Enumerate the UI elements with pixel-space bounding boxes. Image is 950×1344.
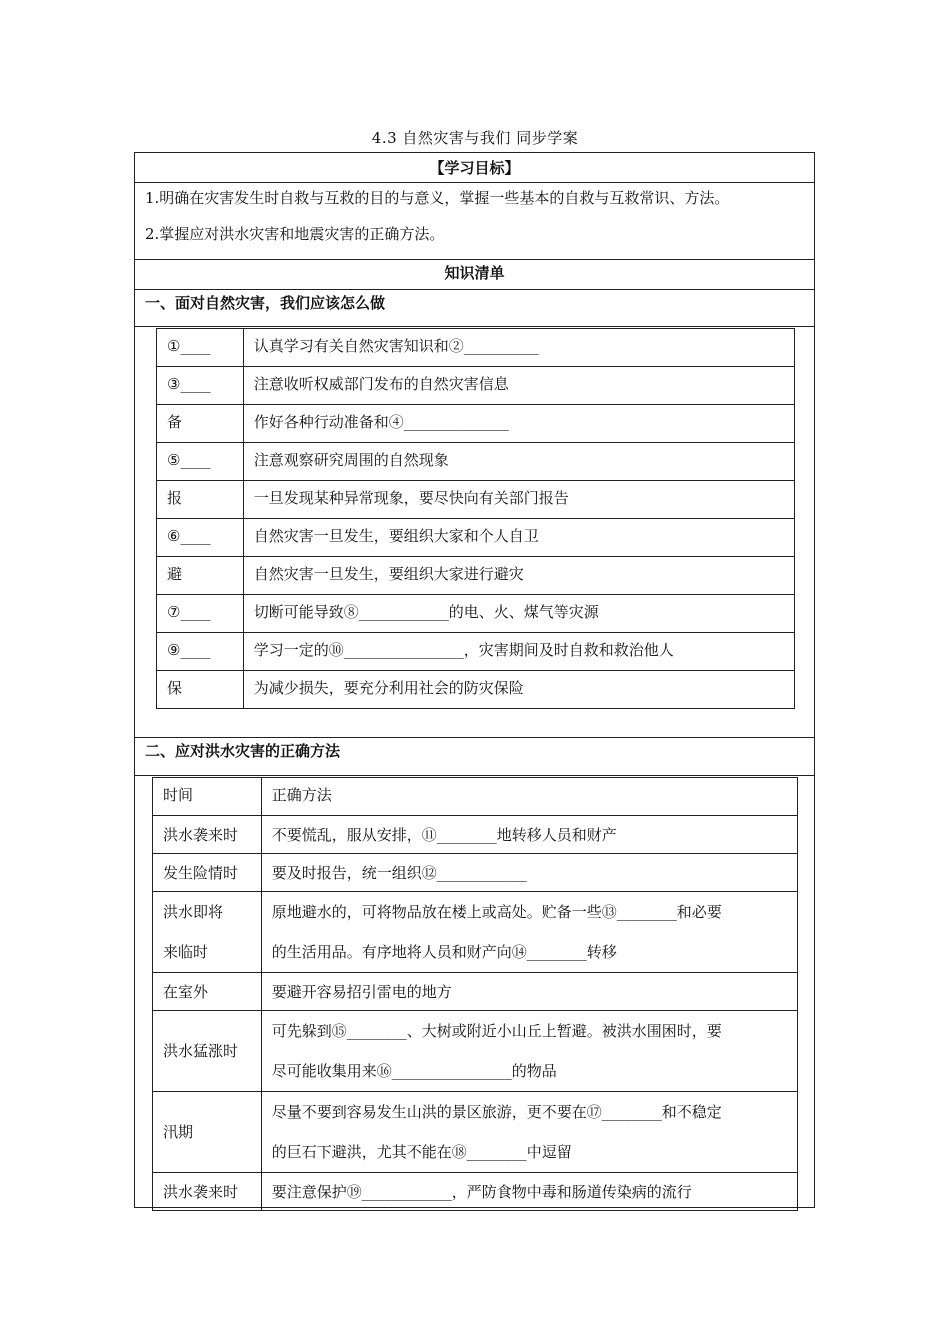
row-method [261,816,797,854]
row-text: 原地避水的，可将物品放在楼上或高处。贮备一些⑬ [271,903,617,921]
row-time: 汛期 [153,1092,262,1173]
row-method [261,892,797,973]
table-row [157,329,795,367]
table-row [157,633,795,671]
row-text: ，灾害期间及时自救和救治他人 [463,641,674,659]
row-content [243,329,794,367]
row-text: 尽可能收集用来⑯ [271,1062,392,1080]
table-row [157,671,795,709]
table-row [153,1173,798,1211]
row-text: 的生活用品。有序地将人员和财产向⑭ [271,943,527,961]
row-time: 发生险情时 [153,854,262,892]
table-row [153,1011,798,1092]
row-text: 自然灾害一旦发生，要组织大家和个人自卫 [253,527,539,545]
fill-in-blank: ________ [466,1143,527,1161]
table-row [153,973,798,1011]
row-content [243,519,794,557]
row-text: 要注意保护⑲ [271,1182,362,1201]
method-line [272,825,797,845]
row-key: 保 [157,671,244,709]
row-text: 、大树或附近小山丘上暂避。被洪水围困时，要 [406,1022,722,1040]
row-key: ③____ [157,367,244,405]
row-text: 一旦发现某种异常现象，要尽快向有关部门报告 [253,489,569,507]
method-line [272,1051,797,1091]
method-line [272,932,797,972]
row-text: 要避开容易招引雷电的地方 [271,982,452,1001]
section1-heading: 一、面对自然灾害，我们应该怎么做 [145,294,386,312]
method-line [272,1182,797,1202]
row-text: 为减少损失，要充分利用社会的防灾保险 [253,679,524,697]
fill-in-blank: ________ [601,1103,662,1121]
row-key: ⑤____ [157,443,244,481]
row-method [261,973,797,1011]
row-content [243,595,794,633]
fill-in-blank: ________ [616,903,677,921]
goal-1: 1.明确在灾害发生时自救与互救的目的与意义，掌握一些基本的自救与互救常识、方法。 [145,189,730,207]
table-row [157,405,795,443]
row-time-line: 来临时 [163,943,209,961]
row-method [261,1092,797,1173]
fill-in-blank: ________ [436,825,497,844]
row-text: ，严防食物中毒和肠道传染病的流行 [451,1182,692,1201]
divider [135,326,814,327]
table-row [153,854,798,892]
row-method [261,1173,797,1211]
fill-in-blank: ________________ [343,641,464,659]
study-plan-table [134,152,815,1208]
row-text: 的电、火、煤气等灾源 [448,603,599,621]
table-row [157,481,795,519]
row-key: 备 [157,405,244,443]
row-text: 和不稳定 [661,1103,722,1121]
method-line [272,1011,797,1051]
row-content [243,405,794,443]
method-line [272,982,797,1002]
row-text: 注意收听权威部门发布的自然灾害信息 [253,375,509,393]
row-text: 注意观察研究周围的自然现象 [253,451,449,469]
row-content [243,557,794,595]
row-text: 切断可能导致⑧ [253,603,359,621]
row-content [243,633,794,671]
row-text: 地转移人员和财产 [496,825,617,844]
fill-in-blank: ____________ [436,863,527,882]
row-time: 在室外 [153,973,262,1011]
section2-heading: 二、应对洪水灾害的正确方法 [145,742,341,760]
row-key: 避 [157,557,244,595]
row-key: 报 [157,481,244,519]
row-text: 要及时报告，统一组织⑫ [271,863,437,882]
row-text: 转移 [586,943,617,961]
row-text: 学习一定的⑩ [253,641,344,659]
row-text: 不要慌乱，服从安排，⑪ [271,825,437,844]
row-method [261,1011,797,1092]
table-row [153,816,798,854]
col-time-header: 时间 [153,778,262,816]
row-text: 认真学习有关自然灾害知识和② [253,337,464,355]
method-line [272,1132,797,1172]
row-text: 的巨石下避洪，尤其不能在⑱ [271,1143,467,1161]
fill-in-blank: ________ [346,1022,407,1040]
row-method [261,854,797,892]
fill-in-blank: ________ [526,943,587,961]
table-row [157,595,795,633]
knowledge-header: 知识清单 [444,264,505,282]
divider [135,259,814,260]
table-row [153,892,798,973]
row-content [243,671,794,709]
section2-table [152,777,798,1211]
row-key: ⑨____ [157,633,244,671]
row-text: 作好各种行动准备和④ [253,413,404,431]
table-row [153,1092,798,1173]
divider [135,775,814,776]
row-key: ①____ [157,329,244,367]
fill-in-blank: __________ [463,337,539,355]
table-row [157,367,795,405]
divider [135,182,814,183]
fill-in-blank: ____________ [361,1182,452,1201]
row-content [243,367,794,405]
row-time: 洪水袭来时 [153,816,262,854]
divider [135,737,814,738]
goals-header: 【学习目标】 [429,159,520,177]
document-title: 4.3 自然灾害与我们 同步学案 [371,129,579,147]
row-content [243,481,794,519]
divider [135,289,814,290]
row-text: 中逗留 [526,1143,572,1161]
row-time: 洪水袭来时 [153,1173,262,1211]
table-row [157,519,795,557]
section1-table [156,328,795,709]
fill-in-blank: ________________ [391,1062,512,1080]
fill-in-blank: ______________ [403,413,509,431]
row-text: 的物品 [511,1062,557,1080]
table-row [157,557,795,595]
row-text: 自然灾害一旦发生，要组织大家进行避灾 [253,565,524,583]
goal-2: 2.掌握应对洪水灾害和地震灾害的正确方法。 [145,225,445,243]
table-row [157,443,795,481]
row-time [153,892,262,973]
col-method-header: 正确方法 [261,778,797,816]
row-text: 和必要 [676,903,722,921]
row-content [243,443,794,481]
method-line [272,863,797,883]
row-time: 洪水猛涨时 [153,1011,262,1092]
row-key: ⑦____ [157,595,244,633]
method-line [272,892,797,932]
row-time-line: 洪水即将 [163,903,224,921]
row-text: 可先躲到⑮ [271,1022,347,1040]
row-text: 尽量不要到容易发生山洪的景区旅游，更不要在⑰ [271,1103,602,1121]
row-key: ⑥____ [157,519,244,557]
method-line [272,1092,797,1132]
fill-in-blank: ____________ [358,603,449,621]
